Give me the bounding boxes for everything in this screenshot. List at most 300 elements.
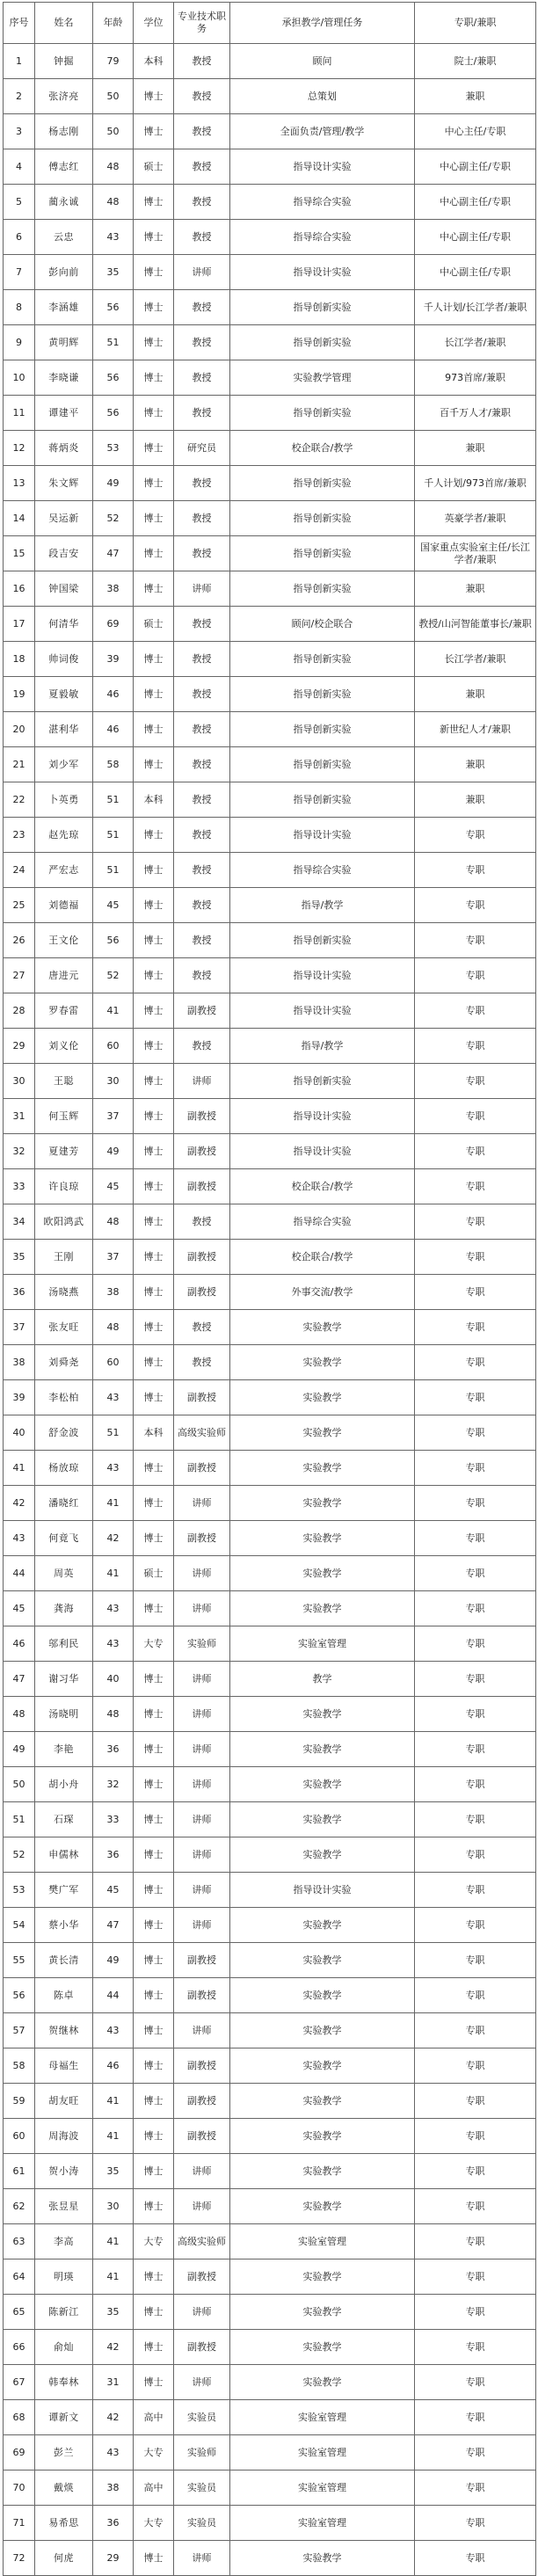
cell-status: 国家重点实验室主任/长江学者/兼职: [415, 536, 536, 571]
cell-name: 何竟飞: [35, 1521, 93, 1556]
cell-status: 专职: [415, 1626, 536, 1662]
cell-task: 实验室管理: [230, 2506, 415, 2541]
cell-name: 王文伦: [35, 923, 93, 958]
cell-index: 51: [4, 1802, 35, 1837]
cell-name: 樊广军: [35, 1873, 93, 1908]
cell-degree: 博士: [134, 1310, 174, 1345]
cell-name: 舒金波: [35, 1415, 93, 1451]
table-row: [4, 782, 536, 818]
cell-index: 31: [4, 1099, 35, 1134]
cell-status: 中心副主任/专职: [415, 185, 536, 220]
cell-title: 讲师: [174, 2189, 230, 2224]
cell-title: 教授: [174, 1310, 230, 1345]
cell-name: 汤晓明: [35, 1697, 93, 1732]
cell-status: 专职: [415, 1732, 536, 1767]
table-row: [4, 1908, 536, 1943]
cell-index: 67: [4, 2365, 35, 2400]
cell-index: 25: [4, 888, 35, 923]
table-row: [4, 1837, 536, 1873]
cell-status: 专职: [415, 1662, 536, 1697]
cell-index: 32: [4, 1134, 35, 1169]
cell-age: 52: [93, 958, 134, 993]
cell-degree: 博士: [134, 747, 174, 782]
cell-status: 专职: [415, 2365, 536, 2400]
cell-degree: 硕士: [134, 1556, 174, 1591]
cell-task: 指导综合实验: [230, 853, 415, 888]
cell-age: 48: [93, 1310, 134, 1345]
cell-task: 指导综合实验: [230, 185, 415, 220]
cell-age: 38: [93, 571, 134, 607]
cell-age: 31: [93, 2365, 134, 2400]
cell-status: 专职: [415, 1310, 536, 1345]
cell-status: 专职: [415, 2119, 536, 2154]
cell-name: 吴运新: [35, 501, 93, 536]
cell-degree: 博士: [134, 2084, 174, 2119]
table-row: [4, 1134, 536, 1169]
cell-name: 王聪: [35, 1064, 93, 1099]
cell-status: 专职: [415, 1943, 536, 1978]
cell-title: 教授: [174, 149, 230, 185]
cell-age: 44: [93, 1978, 134, 2013]
cell-degree: 博士: [134, 1451, 174, 1486]
cell-name: 钟掘: [35, 44, 93, 79]
cell-task: 指导/教学: [230, 888, 415, 923]
cell-name: 刘舜尧: [35, 1345, 93, 1380]
cell-task: 实验教学: [230, 1345, 415, 1380]
cell-title: 实验师: [174, 2435, 230, 2470]
cell-age: 43: [93, 1626, 134, 1662]
cell-index: 27: [4, 958, 35, 993]
cell-title: 讲师: [174, 1802, 230, 1837]
cell-task: 实验教学: [230, 1697, 415, 1732]
cell-age: 49: [93, 1134, 134, 1169]
cell-task: 指导创新实验: [230, 642, 415, 677]
cell-title: 教授: [174, 1345, 230, 1380]
table-row: [4, 712, 536, 747]
cell-index: 36: [4, 1275, 35, 1310]
cell-title: 教授: [174, 44, 230, 79]
cell-index: 21: [4, 747, 35, 782]
cell-degree: 博士: [134, 1240, 174, 1275]
table-body: [4, 44, 536, 2576]
table-row: [4, 44, 536, 79]
cell-age: 35: [93, 2295, 134, 2330]
cell-task: 校企联合/教学: [230, 431, 415, 466]
cell-task: 总策划: [230, 79, 415, 114]
table-row: [4, 1556, 536, 1591]
cell-title: 教授: [174, 79, 230, 114]
table-row: [4, 149, 536, 185]
cell-index: 2: [4, 79, 35, 114]
cell-task: 实验室管理: [230, 2224, 415, 2259]
cell-age: 33: [93, 1802, 134, 1837]
cell-index: 68: [4, 2400, 35, 2435]
table-row: [4, 325, 536, 360]
cell-name: 何虎: [35, 2541, 93, 2576]
cell-degree: 高中: [134, 2400, 174, 2435]
cell-age: 60: [93, 1029, 134, 1064]
cell-degree: 博士: [134, 1521, 174, 1556]
cell-index: 47: [4, 1662, 35, 1697]
cell-index: 46: [4, 1626, 35, 1662]
cell-status: 专职: [415, 993, 536, 1029]
cell-task: 教学: [230, 1662, 415, 1697]
cell-degree: 博士: [134, 290, 174, 325]
cell-status: 专职: [415, 2154, 536, 2189]
cell-task: 实验教学: [230, 2330, 415, 2365]
cell-index: 18: [4, 642, 35, 677]
cell-title: 讲师: [174, 1908, 230, 1943]
cell-title: 讲师: [174, 1697, 230, 1732]
cell-degree: 高中: [134, 2470, 174, 2506]
cell-name: 陈卓: [35, 1978, 93, 2013]
cell-name: 胡友旺: [35, 2084, 93, 2119]
cell-age: 36: [93, 1732, 134, 1767]
cell-name: 朱文辉: [35, 466, 93, 501]
cell-index: 55: [4, 1943, 35, 1978]
cell-index: 19: [4, 677, 35, 712]
cell-name: 谢习华: [35, 1662, 93, 1697]
header-status: 专职/兼职: [415, 3, 536, 44]
cell-degree: 博士: [134, 2119, 174, 2154]
cell-age: 47: [93, 536, 134, 571]
cell-index: 44: [4, 1556, 35, 1591]
cell-age: 35: [93, 255, 134, 290]
cell-name: 邬利民: [35, 1626, 93, 1662]
cell-task: 指导创新实验: [230, 501, 415, 536]
cell-title: 教授: [174, 607, 230, 642]
cell-status: 专职: [415, 2400, 536, 2435]
cell-index: 8: [4, 290, 35, 325]
cell-degree: 本科: [134, 782, 174, 818]
cell-degree: 博士: [134, 1099, 174, 1134]
cell-title: 副教授: [174, 2119, 230, 2154]
table-row: [4, 1204, 536, 1240]
table-row: [4, 79, 536, 114]
cell-name: 韩奉林: [35, 2365, 93, 2400]
cell-task: 指导创新实验: [230, 712, 415, 747]
cell-age: 51: [93, 782, 134, 818]
cell-degree: 博士: [134, 1029, 174, 1064]
cell-age: 43: [93, 2013, 134, 2048]
cell-name: 张济亮: [35, 79, 93, 114]
cell-degree: 博士: [134, 325, 174, 360]
cell-status: 专职: [415, 1837, 536, 1873]
cell-age: 29: [93, 2541, 134, 2576]
cell-task: 实验教学: [230, 2013, 415, 2048]
cell-task: 指导设计实验: [230, 1099, 415, 1134]
table-row: [4, 2224, 536, 2259]
header-row: [4, 3, 536, 44]
cell-degree: 博士: [134, 642, 174, 677]
cell-title: 教授: [174, 747, 230, 782]
table-row: [4, 220, 536, 255]
cell-status: 专职: [415, 1591, 536, 1626]
table-row: [4, 501, 536, 536]
cell-age: 50: [93, 114, 134, 149]
cell-name: 帅词俊: [35, 642, 93, 677]
cell-age: 58: [93, 747, 134, 782]
cell-age: 37: [93, 1240, 134, 1275]
cell-degree: 博士: [134, 1204, 174, 1240]
cell-task: 指导创新实验: [230, 923, 415, 958]
table-row: [4, 1169, 536, 1204]
cell-name: 李艳: [35, 1732, 93, 1767]
table-row: [4, 1943, 536, 1978]
table-row: [4, 1697, 536, 1732]
cell-name: 潘晓红: [35, 1486, 93, 1521]
cell-status: 专职: [415, 2048, 536, 2084]
cell-name: 蒋炳炎: [35, 431, 93, 466]
cell-name: 易希思: [35, 2506, 93, 2541]
cell-status: 专职: [415, 923, 536, 958]
cell-index: 70: [4, 2470, 35, 2506]
table-row: [4, 431, 536, 466]
cell-index: 69: [4, 2435, 35, 2470]
cell-degree: 博士: [134, 220, 174, 255]
cell-status: 专职: [415, 1451, 536, 1486]
cell-name: 明瑛: [35, 2259, 93, 2295]
cell-name: 钟国梁: [35, 571, 93, 607]
cell-task: 实验教学: [230, 1978, 415, 2013]
cell-status: 专职: [415, 1978, 536, 2013]
cell-age: 43: [93, 1451, 134, 1486]
table-row: [4, 2084, 536, 2119]
cell-index: 35: [4, 1240, 35, 1275]
cell-index: 38: [4, 1345, 35, 1380]
cell-task: 实验教学: [230, 2048, 415, 2084]
cell-degree: 博士: [134, 501, 174, 536]
cell-index: 41: [4, 1451, 35, 1486]
cell-index: 37: [4, 1310, 35, 1345]
cell-task: 指导创新实验: [230, 466, 415, 501]
cell-title: 讲师: [174, 1591, 230, 1626]
cell-age: 36: [93, 2506, 134, 2541]
cell-degree: 博士: [134, 923, 174, 958]
cell-name: 母福生: [35, 2048, 93, 2084]
cell-title: 教授: [174, 290, 230, 325]
cell-status: 专职: [415, 1415, 536, 1451]
cell-status: 兼职: [415, 677, 536, 712]
cell-degree: 博士: [134, 1802, 174, 1837]
cell-title: 教授: [174, 1029, 230, 1064]
cell-age: 42: [93, 1521, 134, 1556]
cell-status: 百千万人才/兼职: [415, 396, 536, 431]
cell-degree: 博士: [134, 1697, 174, 1732]
cell-title: 教授: [174, 923, 230, 958]
table-row: [4, 1380, 536, 1415]
cell-degree: 博士: [134, 1837, 174, 1873]
cell-index: 71: [4, 2506, 35, 2541]
cell-name: 贺继林: [35, 2013, 93, 2048]
table-row: [4, 958, 536, 993]
cell-name: 欧阳鸿武: [35, 1204, 93, 1240]
cell-task: 全面负责/管理/教学: [230, 114, 415, 149]
cell-name: 戴煐: [35, 2470, 93, 2506]
cell-task: 实验教学: [230, 1486, 415, 1521]
cell-title: 副教授: [174, 993, 230, 1029]
table-row: [4, 1486, 536, 1521]
cell-name: 云忠: [35, 220, 93, 255]
cell-index: 28: [4, 993, 35, 1029]
cell-title: 副教授: [174, 1099, 230, 1134]
cell-name: 刘德福: [35, 888, 93, 923]
cell-age: 42: [93, 2330, 134, 2365]
cell-index: 65: [4, 2295, 35, 2330]
cell-degree: 博士: [134, 1275, 174, 1310]
cell-status: 专职: [415, 2084, 536, 2119]
cell-age: 41: [93, 2259, 134, 2295]
cell-index: 54: [4, 1908, 35, 1943]
cell-task: 指导创新实验: [230, 677, 415, 712]
cell-title: 高级实验师: [174, 2224, 230, 2259]
cell-name: 谭新文: [35, 2400, 93, 2435]
table-row: [4, 1732, 536, 1767]
cell-age: 48: [93, 149, 134, 185]
cell-age: 41: [93, 2119, 134, 2154]
table-row: [4, 1802, 536, 1837]
cell-title: 副教授: [174, 1169, 230, 1204]
cell-task: 指导创新实验: [230, 782, 415, 818]
table-row: [4, 2048, 536, 2084]
cell-age: 45: [93, 888, 134, 923]
cell-degree: 博士: [134, 2048, 174, 2084]
cell-status: 兼职: [415, 747, 536, 782]
cell-age: 69: [93, 607, 134, 642]
table-row: [4, 114, 536, 149]
table-row: [4, 290, 536, 325]
cell-task: 实验教学: [230, 1943, 415, 1978]
cell-task: 指导创新实验: [230, 747, 415, 782]
cell-index: 64: [4, 2259, 35, 2295]
cell-age: 42: [93, 2400, 134, 2435]
cell-degree: 博士: [134, 818, 174, 853]
cell-status: 专职: [415, 1134, 536, 1169]
cell-status: 新世纪人才/兼职: [415, 712, 536, 747]
table-row: [4, 466, 536, 501]
cell-index: 72: [4, 2541, 35, 2576]
cell-task: 指导创新实验: [230, 536, 415, 571]
cell-status: 中心副主任/专职: [415, 220, 536, 255]
cell-index: 24: [4, 853, 35, 888]
cell-age: 51: [93, 818, 134, 853]
cell-age: 56: [93, 923, 134, 958]
cell-title: 副教授: [174, 2084, 230, 2119]
cell-index: 13: [4, 466, 35, 501]
cell-task: 实验教学: [230, 1556, 415, 1591]
cell-status: 教授/山河智能董事长/兼职: [415, 607, 536, 642]
table-row: [4, 2154, 536, 2189]
cell-index: 11: [4, 396, 35, 431]
cell-title: 讲师: [174, 1486, 230, 1521]
cell-status: 专职: [415, 2541, 536, 2576]
cell-name: 湛利华: [35, 712, 93, 747]
cell-title: 教授: [174, 220, 230, 255]
cell-index: 16: [4, 571, 35, 607]
cell-name: 李高: [35, 2224, 93, 2259]
cell-name: 龚海: [35, 1591, 93, 1626]
cell-age: 48: [93, 185, 134, 220]
cell-task: 顾问: [230, 44, 415, 79]
cell-name: 何清华: [35, 607, 93, 642]
cell-status: 千人计划/长江学者/兼职: [415, 290, 536, 325]
table-row: [4, 1767, 536, 1802]
cell-task: 实验教学: [230, 1451, 415, 1486]
cell-title: 讲师: [174, 1732, 230, 1767]
table-row: [4, 571, 536, 607]
cell-status: 兼职: [415, 571, 536, 607]
table-row: [4, 2541, 536, 2576]
cell-status: 专职: [415, 2189, 536, 2224]
table-row: [4, 536, 536, 571]
table-row: [4, 2365, 536, 2400]
cell-degree: 硕士: [134, 149, 174, 185]
table-row: [4, 1451, 536, 1486]
cell-title: 实验员: [174, 2470, 230, 2506]
cell-title: 教授: [174, 536, 230, 571]
cell-age: 41: [93, 993, 134, 1029]
cell-task: 指导设计实验: [230, 149, 415, 185]
cell-name: 蔺永诚: [35, 185, 93, 220]
cell-task: 指导设计实验: [230, 255, 415, 290]
cell-task: 实验教学: [230, 2154, 415, 2189]
cell-degree: 博士: [134, 1134, 174, 1169]
cell-index: 63: [4, 2224, 35, 2259]
cell-title: 教授: [174, 642, 230, 677]
cell-degree: 博士: [134, 677, 174, 712]
cell-degree: 博士: [134, 79, 174, 114]
cell-status: 专职: [415, 1908, 536, 1943]
table-row: [4, 2435, 536, 2470]
cell-index: 42: [4, 1486, 35, 1521]
cell-task: 实验教学: [230, 1591, 415, 1626]
cell-name: 刘少军: [35, 747, 93, 782]
cell-age: 45: [93, 1169, 134, 1204]
cell-title: 副教授: [174, 1451, 230, 1486]
cell-age: 37: [93, 1099, 134, 1134]
cell-title: 讲师: [174, 2013, 230, 2048]
cell-index: 1: [4, 44, 35, 79]
table-row: [4, 1275, 536, 1310]
cell-task: 实验室管理: [230, 2435, 415, 2470]
cell-title: 教授: [174, 360, 230, 396]
cell-status: 专职: [415, 1380, 536, 1415]
table-row: [4, 1521, 536, 1556]
cell-status: 专职: [415, 2259, 536, 2295]
cell-degree: 博士: [134, 712, 174, 747]
cell-title: 副教授: [174, 1240, 230, 1275]
cell-title: 教授: [174, 466, 230, 501]
table-row: [4, 1591, 536, 1626]
cell-age: 51: [93, 1415, 134, 1451]
cell-status: 千人计划/973首席/兼职: [415, 466, 536, 501]
cell-degree: 大专: [134, 2224, 174, 2259]
cell-status: 专职: [415, 1767, 536, 1802]
header-title: 专业技术职务: [174, 3, 230, 44]
cell-index: 12: [4, 431, 35, 466]
cell-age: 43: [93, 2435, 134, 2470]
cell-name: 胡小舟: [35, 1767, 93, 1802]
cell-degree: 博士: [134, 536, 174, 571]
cell-degree: 博士: [134, 1380, 174, 1415]
cell-title: 讲师: [174, 255, 230, 290]
header-age: 年龄: [93, 3, 134, 44]
cell-degree: 博士: [134, 2189, 174, 2224]
cell-name: 李涵雄: [35, 290, 93, 325]
cell-status: 专职: [415, 2470, 536, 2506]
table-row: [4, 607, 536, 642]
cell-degree: 博士: [134, 958, 174, 993]
